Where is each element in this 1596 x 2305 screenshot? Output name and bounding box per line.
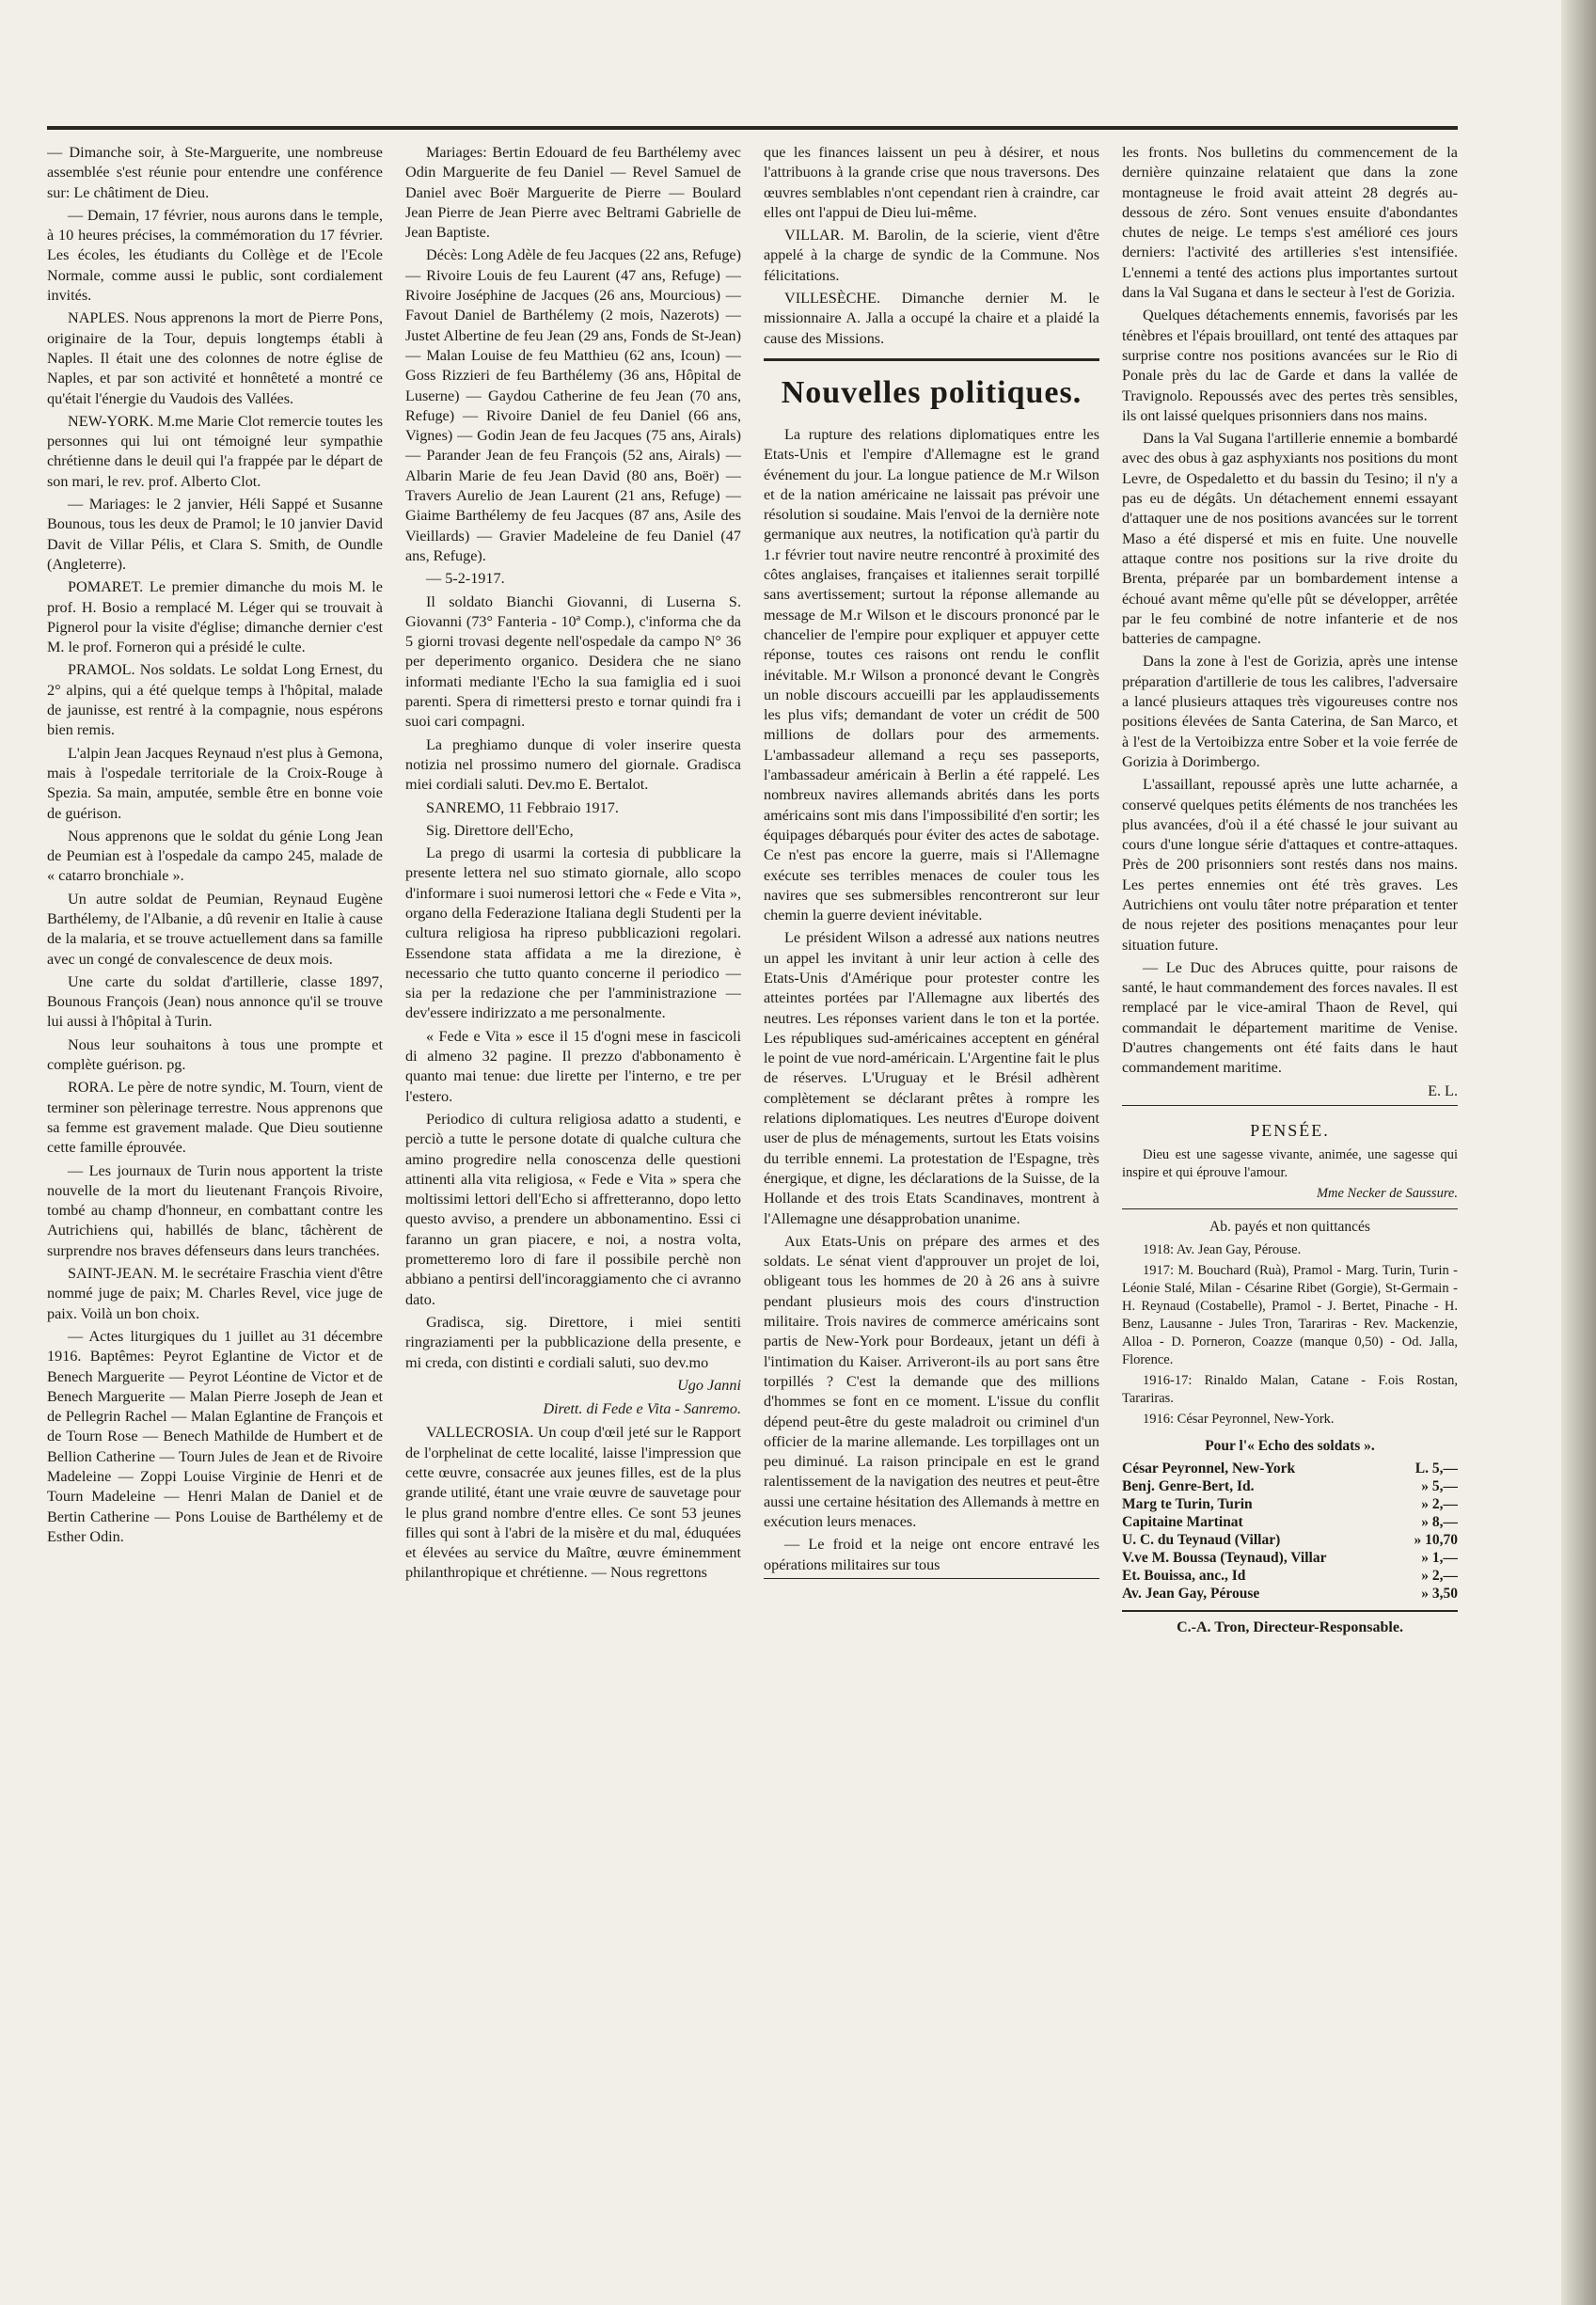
pensee-title: PENSÉE.: [1250, 1120, 1330, 1140]
don-row: [1122, 1477, 1458, 1495]
paragraph: les fronts. Nos bulletins du commencement de la dernière quinzaine relataient que dans la zone montagneuse le froid avait atteint 28 degrés au-dessous de zéro. Sont venues ensuite d'abondantes chutes de neige. Le temps s'est amélioré ces jours derniers: l'activité des artilleries s'est intensifiée. L'ennemi a tenté des actions plus importantes surtout dans la Val Sugana et dans le secteur à l'est de Gorizia.: [1122, 144, 1458, 302]
paragraph: Une carte du soldat d'artillerie, classe 1897, Bounous François (Jean) nous annonce qu'il se trouve lui aussi à l'hôpital à Turin.: [47, 972, 383, 1031]
paragraph: Quelques détachements ennemis, favorisés par les ténèbres et l'épais brouillard, ont tenté des attaques par surprise contre nos positions avancées sur le Rio di Ponale près du lac de Garde et dans la vallée de Travignolo. Repoussés avec des pertes très sensibles, ils ont laissé quelques prisonniers dans nos mains.: [1122, 307, 1458, 424]
paragraph: — Le froid et la neige ont encore entravé les opérations militaires sur tous: [764, 1536, 1099, 1573]
abonnement-line: 1916: César Peyronnel, New-York.: [1143, 1411, 1335, 1427]
paragraph: La preghiamo dunque di voler inserire questa notizia nel prossimo numero del giornale. Gradisca miei cordiali saluti. Dev.mo E. Bertalot.: [405, 735, 741, 794]
paragraph: PRAMOL. Nos soldats. Le soldat Long Ernest, du 2° alpins, qui a été quelque temps à l'hôpital, malade de jaunisse, est rentré à la compagnie, nous espérons bien remis.: [47, 661, 383, 739]
politics-section: [764, 358, 1099, 1579]
abonnement-line: 1918: Av. Jean Gay, Pérouse.: [1143, 1241, 1302, 1257]
abonnements-title: Ab. payés et non quittancés: [1209, 1219, 1370, 1236]
paragraph: POMARET. Le premier dimanche du mois M. le prof. H. Bosio a remplacé M. Léger qui se trouvait à Pignerol pour la visite d'église; dimanche dernier c'est M. le prof. Forneron qui a présidé le culte.: [47, 578, 383, 656]
paragraph: SAINT-JEAN. M. le secrétaire Fraschia vient d'être nommé juge de paix; M. Charles Revel, vice juge de paix. Voilà un bon choix.: [47, 1265, 383, 1322]
paragraph: — Dimanche soir, à Ste-Marguerite, une nombreuse assemblée s'est réunie pour entendre une conférence sur: Le châtiment de Dieu.: [47, 144, 383, 201]
dons-title: Pour l'« Echo des soldats ».: [1205, 1437, 1375, 1454]
paragraph: Gradisca, sig. Direttore, i miei sentiti ringraziamenti per la pubblicazione della presente, e mi creda, con distinti e cordiali saluti, suo dev.mo: [405, 1313, 741, 1371]
paragraph: NEW-YORK. M.me Marie Clot remercie toutes les personnes qui lui ont témoigné leur sympathie chrétienne dans le deuil qui l'a frappée par le départ de son mari, le rev. prof. Alberto Clot.: [47, 412, 383, 490]
don-name: Av. Jean Gay, Pérouse: [1122, 1585, 1260, 1602]
paragraph: que les finances laissent un peu à désirer, et nous l'attribuons à la grande crise que nous traversons. Des œuvres semblables n'ont cependant rien à craindre, car elles ont l'appui de Dieu lui-même.: [764, 144, 1099, 221]
column-1: [47, 143, 383, 2174]
don-name: Capitaine Martinat: [1122, 1513, 1243, 1530]
signature: Ugo Janni: [677, 1376, 741, 1394]
paragraph: Periodico di cultura religiosa adatto a studenti, e perciò a tutte le persone dotate di qualche cultura che amino progredire nella conoscenza delle questioni attinenti alla vita religiosa, « Fede e Vita » spera che moltissimi lettori dell'Echo si affretteranno, dopo letto questo avviso, a prendere un abbonamentino. Essi ci faranno un gran piacere, e noi, a nostra volta, prometteremo loro di fare il possibile perchè non abbiano a pentirsi dell'incoraggiamento che ci avranno dato.: [405, 1110, 741, 1308]
pensee-author: Mme Necker de Saussure.: [1316, 1186, 1458, 1202]
paragraph: — 5-2-1917.: [426, 570, 505, 588]
don-amount: L. 5,—: [1414, 1460, 1458, 1476]
abonnement-line: 1917: M. Bouchard (Ruà), Pramol - Marg. Turin, Turin - Léonie Stalé, Milan - Césarine Ribet (Gorgie), St-Germain - H. Reynaud (Costabelle), Pramol - J. Bertet, Pinache - H. Benz, Lausanne - Jules Tron, Tarariras - Rev. Mackenzie, Alloa - D. Porneron, Coazze (manque 0,50) - Od. Jalla, Florence.: [1122, 1262, 1458, 1367]
don-row: [1122, 1585, 1458, 1602]
paragraph: — Demain, 17 février, nous aurons dans le temple, à 10 heures précises, la commémoration du 17 février. Les écoles, les étudiants du Collège et de l'Ecole Normale, comme aussi le public, sont cordialement invités.: [47, 206, 383, 305]
pensee-box: [1122, 1105, 1458, 1203]
paragraph: Décès: Long Adèle de feu Jacques (22 ans, Refuge) — Rivoire Louis de feu Laurent (47 ans, Refuge) — Rivoire Joséphine de Jacques (26 ans, Mourcious) — Favout Daniel de Barthélemy (2 mois, Nazerots) — Justet Albertine de feu Jean (29 ans, Fonds de St-Jean) — Malan Louise de feu Matthieu (62 ans, Icoun) — Goss Rizzieri de feu Barthélemy (36 ans, Hôpital de Luserne) — Gaydou Catherine de feu Jean (70 ans, Refuge) — Rivoire Daniel de feu Daniel (66 ans, Vignes) — Godin Jean de feu Jacques (75 ans, Airals) — Parander Jean de feu François (52 ans, Airals) — Albarin Marie de feu Jean David (80 ans, Boër) — Travers Aurelio de Jean Laurent (21 ans, Refuge) — Giaime Barthélemy de feu Jacques (87 ans, Asile des Vieillards) — Gravier Madeleine de feu Daniel (47 ans, Refuge).: [405, 246, 741, 564]
column-3: [764, 143, 1099, 2174]
paragraph: NAPLES. Nous apprenons la mort de Pierre Pons, originaire de la Tour, depuis longtemps établi à Naples. Il était une des colonnes de notre église de Naples, et par son activité et honnêteté a montré ce qu'était l'énergie du Vaudois des Vallées.: [47, 309, 383, 407]
paragraph: VALLECROSIA. Un coup d'œil jeté sur le Rapport de l'orphelinat de cette localité, laisse l'impression que cette œuvre, consacrée aux jeunes filles, est de la plus grande utilité, étant une vraie œuvre de sauvetage pour le plus grand nombre d'entre elles. Ce sont 53 jeunes filles qui sont à l'abri de la misère et du mal, éduquées et élevées au service du Maître, œuvre éminemment philanthropique et chrétienne. — Nous regrettons: [405, 1424, 741, 1582]
paragraph: Nous leur souhaitons à tous une prompte et complète guérison. pg.: [47, 1035, 383, 1074]
paragraph: Sig. Direttore dell'Echo,: [426, 821, 574, 839]
paragraph: VILLESÈCHE. Dimanche dernier M. le missionnaire A. Jalla a occupé la chaire et a plaidé la cause des Missions.: [764, 290, 1099, 347]
don-amount: » 10,70: [1414, 1531, 1458, 1548]
paragraph: Dans la Val Sugana l'artillerie ennemie a bombardé avec des obus à gaz asphyxiants nos positions du mont Levre, de Ospedaletto et du bassin du Tesino; il n'y a pas eu de dégâts. Un détachement ennemi essayant d'attaquer une de nos positions avancées sur le torrent Maso a été dispersé et mis en fuite. Une nouvelle attaque contre nos positions sur la rive droite du Brenta, préparée par un bombardement intense a échoué avant même qu'elle pût se développer, arrêtée par le feu combiné de notre infanterie et de nos batteries de campagne.: [1122, 430, 1458, 648]
section-title: Nouvelles politiques.: [781, 374, 1082, 410]
don-amount: » 3,50: [1421, 1585, 1458, 1602]
don-amount: » 5,—: [1421, 1477, 1458, 1494]
don-amount: » 8,—: [1421, 1513, 1458, 1530]
don-name: César Peyronnel, New-York: [1122, 1460, 1296, 1476]
don-row: [1122, 1513, 1458, 1531]
page-edge: [1561, 0, 1596, 2305]
don-name: Marg te Turin, Turin: [1122, 1495, 1253, 1512]
don-row: [1122, 1549, 1458, 1567]
paragraph: — Actes liturgiques du 1 juillet au 31 décembre 1916. Baptêmes: Peyrot Eglantine de Victor et de Benech Marguerite — Peyrot Léontine de Victor et de Benech Marguerite — Malan Pierre Joseph de Jean et de Pellegrin Rachel — Malan Eglantine de François et de Tourn Rose — Benech Mathilde de Humbert et de Bellion Catherine — Tourn Jules de Jean et de Rivoire Madeleine — Zoppi Louise Virginie de Henri et de Tourn Madeleine — Henri Malan de Daniel et de Bertin Catherine — Pons Louise de Barthélemy et de Esther Odin.: [47, 1327, 383, 1545]
paragraph: La rupture des relations diplomatiques entre les Etats-Unis et l'empire d'Allemagne est le grand événement du jour. La longue patience de M.r Wilson et de la nation américaine ne laissait pas prévoir une résolution si soudaine. Mais l'envoi de la dernière note germanique aux neutres, la notification qu'à partir du 1.r février tout navire neutre rencontré à proximité des côtes anglaises, françaises et italiennes serait torpillé sans avertissement; surtout la réponse allemande au message de M.r Wilson et le discours prononcé par le chancelier de l'empire pour expliquer et appuyer cette réponse, toutes ces raisons ont rendu le conflit inévitable. M.r Wilson a prononcé devant le Congrès un noble discours accueilli par les applaudissements les plus vifs; demandant de voter un crédit de 500 millions de dollars pour des armements. L'ambassadeur allemand a reçu ses passeports, l'ambassadeur américain à Berlin a été rappelé. Les nombreux navires allemands abrités dans les ports américains sont mis dans l'impossibilité d'en sortir; les équipages débarqués pour éviter des actes de sabotage. Ce n'est pas encore la guerre, mais si l'Allemagne exécute ses terribles menaces de couler tous les navires que ses submersibles rencontreront sur leur chemin la guerre devient inévitable.: [764, 425, 1099, 924]
don-row: [1122, 1495, 1458, 1513]
signature-title: Dirett. di Fede e Vita - Sanremo.: [543, 1400, 741, 1418]
don-amount: » 2,—: [1421, 1495, 1458, 1512]
paragraph: Mariages: Bertin Edouard de feu Barthélemy avec Odin Marguerite de feu Daniel — Revel Samuel de Daniel avec Boër Marguerite de Pierre — Boulard Jean Pierre de Jean Pierre avec Beltrami Gabrielle de Jean Baptiste.: [405, 144, 741, 242]
newspaper-page: [47, 143, 1458, 2174]
paragraph: Le président Wilson a adressé aux nations neutres un appel les invitant à unir leur action à celle des Etats-Unis d'Amérique pour protester contre les atteintes portées par l'Allemagne aux libertés des neutres. Les réponses varient dans le ton et la portée. Les républiques sud-américaines acceptent en général le point de vue nord-américain. L'Argentine fait le plus de réserves. L'Uruguay et le Brésil adhèrent complètement se déclarant prêtes à rompre les relations diplomatiques. Les neutres d'Europe doivent user de plus de ménagements, surtout les Etats voisins du terrible ennemi. La protestation de l'Espagne, très énergique, et digne, les déclarations de la Suisse, de la Hollande et des trois Etats Scandinaves, montrent à l'Allemagne une désapprobation unanime.: [764, 929, 1099, 1227]
column-2: [405, 143, 741, 2174]
don-row: [1122, 1531, 1458, 1549]
paragraph: VILLAR. M. Barolin, de la scierie, vient d'être appelé à la charge de syndic de la Commune. Nos félicitations.: [764, 227, 1099, 284]
don-amount: » 2,—: [1421, 1567, 1458, 1584]
paragraph: Aux Etats-Unis on prépare des armes et des soldats. Le sénat vient d'approuver un projet de loi, obligeant tous les hommes de 20 à 26 ans à suivre pendant plusieurs mois des cours d'instruction militaire. Trois navires de commerce américains sont partis de New-York pour Bordeaux, jetant un défi à l'intimation du Kaiser. Arriveront-ils au port sans être torpillés ? C'est la demande que des millions d'hommes se font en ce moment. L'issue du conflit dépend peut-être du geste maladroit ou criminel d'un officier de la marine allemande. Les torpillages ont un peu diminué. La raison principale en est le grand ralentissement de la navigation des neutres et peut-être aussi une certaine hésitation des Allemands à mettre en exécution leurs menaces.: [764, 1232, 1099, 1530]
paragraph: L'assaillant, repoussé après une lutte acharnée, a conservé quelques petits éléments de nos tranchées les plus avancées, d'où il a été chassé le jour suivant au cours d'une longue série d'attaques et contre-attaques. Près de 200 prisonniers sont restés dans nos mains. Les pertes ennemies ont été très graves. Les Autrichiens ont voulu tâter notre préparation et tenter de nous rejeter des positions menaçantes pour leur situation future.: [1122, 776, 1458, 954]
director-signature: C.-A. Tron, Directeur-Responsable.: [1122, 1610, 1458, 1637]
paragraph: Nous apprenons que le soldat du génie Long Jean de Peumian est à l'ospedale da campo 245, malade de « catarro bronchiale ».: [47, 827, 383, 885]
paragraph: L'alpin Jean Jacques Reynaud n'est plus à Gemona, mais à l'ospedale territoriale de la Croix-Rouge à Spezia. Sa main, amputée, semble être en bonne voie de guérison.: [47, 744, 383, 822]
abonnement-line: 1916-17: Rinaldo Malan, Catane - F.ois Rostan, Tarariras.: [1122, 1372, 1458, 1406]
paragraph: — Les journaux de Turin nous apportent la triste nouvelle de la mort du lieutenant François Rivoire, tombé au champ d'honneur, en combattant contre les Autrichiens qui, habillés de blanc, tâchèrent de surprendre nos braves défenseurs dans leurs tranchées.: [47, 1161, 383, 1259]
don-name: U. C. du Teynaud (Villar): [1122, 1531, 1281, 1548]
paragraph: SANREMO, 11 Febbraio 1917.: [426, 798, 619, 816]
paragraph: La prego di usarmi la cortesia di pubblicare la presente lettera nel suo stimato giornale, allo scopo d'informare i suoi numerosi lettori che « Fede e Vita », organo della Federazione Italiana degli Studenti per la cultura religiosa ha ripreso pubblicazioni regolari. Essendone stata affidata a me la direzione, è necessario che tutto quanto concerne il periodico — sia per la redazione che per l'amministrazione — dev'essere indirizzato a me personalmente.: [405, 845, 741, 1022]
don-amount: » 1,—: [1421, 1549, 1458, 1566]
paragraph: « Fede e Vita » esce il 15 d'ogni mese in fascicoli di almeno 32 pagine. Il prezzo d'abbonamento è quanto mai tenue: due lirette per l'interno, e tre per l'estero.: [405, 1027, 741, 1105]
paragraph: — Mariages: le 2 janvier, Héli Sappé et Susanne Bounous, tous les deux de Pramol; le 10 janvier David Davit de Villar Pélis, et Clara S. Smith, de Oundle (Angleterre).: [47, 496, 383, 573]
column-4: [1122, 143, 1458, 2174]
don-name: Et. Bouissa, anc., Id: [1122, 1567, 1246, 1584]
abonnements-box: [1122, 1208, 1458, 1428]
don-name: V.ve M. Boussa (Teynaud), Villar: [1122, 1549, 1327, 1566]
top-rule: [47, 126, 1458, 130]
signature: E. L.: [1428, 1081, 1458, 1099]
don-row: [1122, 1567, 1458, 1585]
dons-box: [1122, 1436, 1458, 1602]
pensee-text: Dieu est une sagesse vivante, animée, une sagesse qui inspire et qui éprouve l'amour.: [1122, 1147, 1458, 1181]
paragraph: Un autre soldat de Peumian, Reynaud Eugène Barthélemy, de l'Albanie, a dû revenir en Italie à cause de la malaria, et se trouve actuellement dans sa famille avec un congé de convalescence de deux mois.: [47, 890, 383, 968]
don-name: Benj. Genre-Bert, Id.: [1122, 1477, 1255, 1494]
don-row: [1122, 1460, 1458, 1477]
paragraph: Dans la zone à l'est de Gorizia, après une intense préparation d'artillerie de tous les calibres, l'adversaire a lancé plusieurs attaques très vigoureuses contre nos positions élevées de Santa Caterina, de San Marco, et à l'est de la Vertoibizza entre Sober et la voie ferrée de Gorizia à Dorimbergo.: [1122, 653, 1458, 770]
paragraph: Il soldato Bianchi Giovanni, di Luserna S. Giovanni (73° Fanteria - 10ª Comp.), c'informa che da 5 giorni trovasi degente nell'ospedale da campo N° 36 per deperimento organico. Desidera che ne siano informati mediante l'Echo la sua famiglia ed i suoi parenti. Spera di rimettersi presto e tornar quindi fra i suoi cari compagni.: [405, 592, 741, 731]
paragraph: RORA. Le père de notre syndic, M. Tourn, vient de terminer son pèlerinage terrestre. Nous apprenons que sa femme est gravement malade. Que Dieu soutienne cette famille éprouvée.: [47, 1079, 383, 1157]
paragraph: — Le Duc des Abruces quitte, pour raisons de santé, le haut commandement des forces navales. Il est remplacé par le vice-amiral Thaon de Revel, qui commandait le département maritime de Venise. D'autres changements ont été faits dans le haut commandement maritime.: [1122, 958, 1458, 1077]
